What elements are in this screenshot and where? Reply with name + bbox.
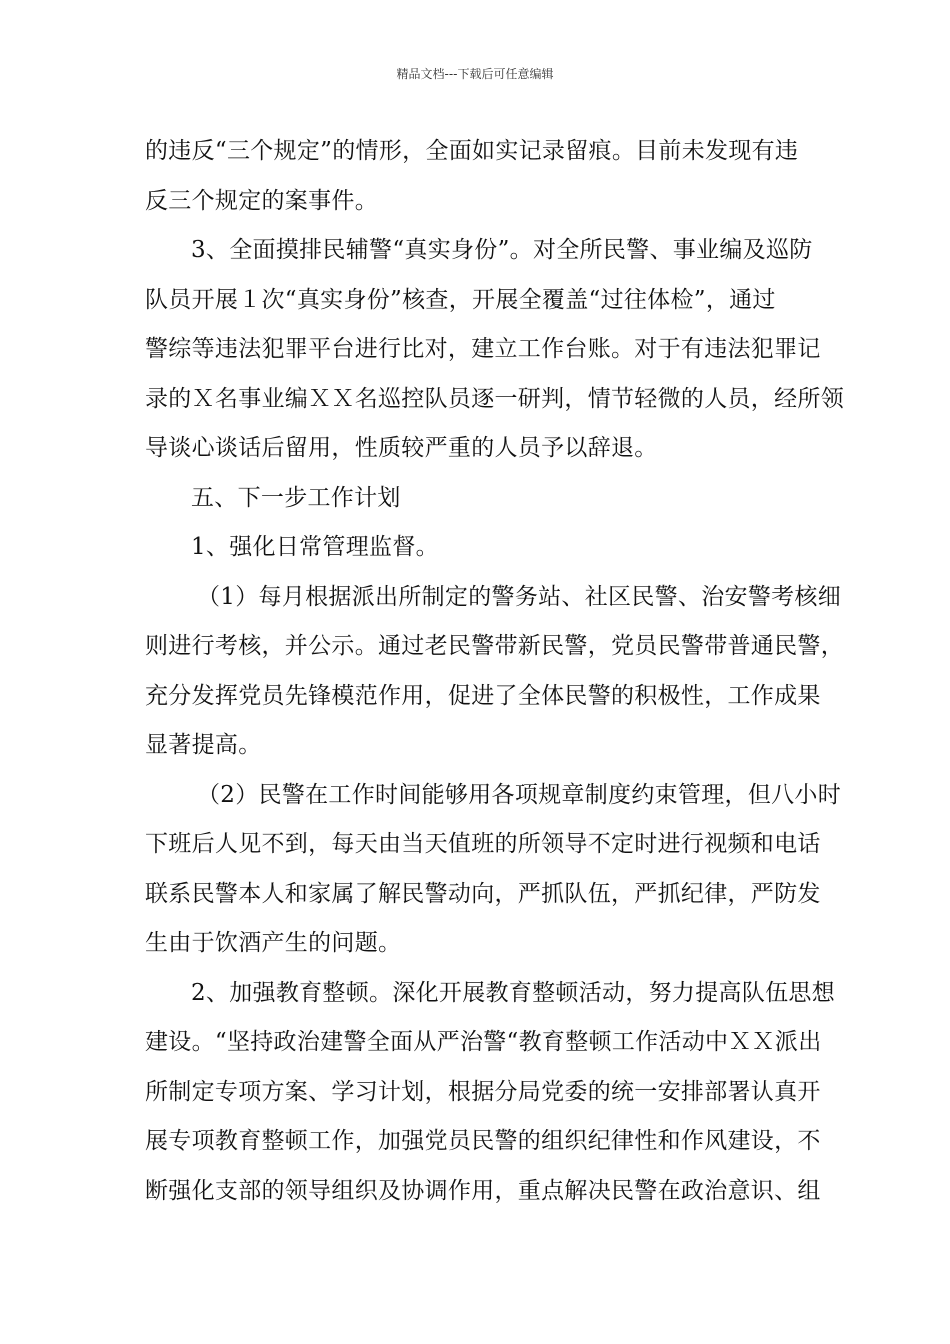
page-header: 精品文档---下载后可任意编辑	[396, 67, 554, 81]
paragraph-first-line: （1）每月根据派出所制定的警务站、社区民警、治安警考核细	[197, 583, 842, 610]
text-line: 充分发挥党员先锋模范作用，促进了全体民警的积极性，工作成果	[145, 682, 821, 709]
paragraph-first-line: 2、加强教育整顿。深化开展教育整顿活动，努力提高队伍思想	[191, 979, 836, 1006]
text-line: 录的Ｘ名事业编ＸＸ名巡控队员逐一研判，情节轻微的人员，经所领	[145, 385, 844, 412]
subsection-heading: 1、强化日常管理监督。	[191, 534, 439, 560]
text-line: 的违反“三个规定”的情形，全面如实记录留痕。目前未发现有违	[145, 138, 799, 164]
text-line: 展专项教育整顿工作，加强党员民警的组织纪律性和作风建设，不	[145, 1128, 821, 1154]
text-line: 队员开展１次“真实身份”核查，开展全覆盖“过往体检”，通过	[145, 286, 776, 313]
text-line: 导谈心谈话后留用，性质较严重的人员予以辞退。	[145, 435, 658, 461]
text-line: 下班后人见不到，每天由当天值班的所领导不定时进行视频和电话	[145, 831, 821, 857]
text-line: 显著提高。	[145, 732, 262, 758]
paragraph-first-line: 3、全面摸排民辅警“真实身份”。对全所民警、事业编及巡防	[191, 237, 813, 263]
text-line: 反三个规定的案事件。	[145, 187, 378, 214]
text-line: 生由于饮酒产生的问题。	[145, 930, 402, 956]
text-line: 则进行考核，并公示。通过老民警带新民警，党员民警带普通民警，	[145, 633, 844, 659]
text-line: 联系民警本人和家属了解民警动向，严抓队伍，严抓纪律，严防发	[145, 880, 821, 907]
text-line: 所制定专项方案、学习计划，根据分局党委的统一安排部署认真开	[145, 1078, 821, 1105]
paragraph-first-line: （2）民警在工作时间能够用各项规章制度约束管理，但八小时	[197, 781, 842, 808]
text-line: 建设。“坚持政治建警全面从严治警“教育整顿工作活动中ＸＸ派出	[145, 1029, 822, 1055]
text-line: 断强化支部的领导组织及协调作用，重点解决民警在政治意识、组	[145, 1177, 821, 1204]
document-body	[145, 127, 844, 1216]
section-heading: 五、下一步工作计划	[191, 484, 401, 511]
text-line: 警综等违法犯罪平台进行比对，建立工作台账。对于有违法犯罪记	[145, 336, 821, 362]
